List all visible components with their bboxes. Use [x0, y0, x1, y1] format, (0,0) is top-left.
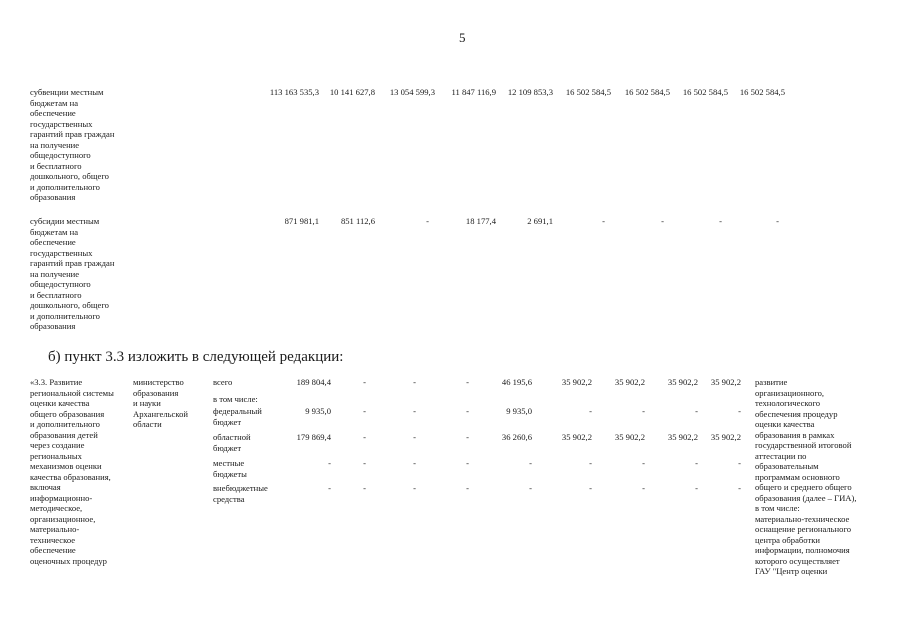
expected-result-line: в том числе:: [755, 503, 800, 513]
value-cell: 189 804,4: [296, 377, 331, 387]
executor-line: образования: [133, 387, 179, 398]
program-title-line: материально-: [30, 524, 80, 534]
expected-result-line: общего и среднего общего: [755, 482, 852, 492]
executor-line: министерство: [133, 377, 184, 387]
value-cell: 35 902,2: [667, 377, 698, 387]
value-cell: -: [661, 216, 664, 226]
value-cell: -: [413, 458, 416, 468]
program-title-line: оценки качества: [30, 398, 90, 408]
value-cell: 179 869,4: [296, 432, 331, 442]
program-title-line: образования детей: [30, 429, 98, 440]
program-title-line: региональной системы: [30, 387, 114, 398]
row-label-line: на получение: [30, 139, 80, 150]
expected-result-line: аттестации по: [755, 450, 807, 461]
program-title-line: информационно-: [30, 492, 93, 503]
value-cell: -: [589, 406, 592, 416]
program-title-line: организационное,: [30, 513, 96, 524]
program-title-line: общего образования: [30, 408, 105, 419]
value-cell: -: [413, 483, 416, 493]
source-label: [213, 458, 283, 479]
source-label-line: внебюджетные: [213, 483, 268, 493]
row-label-line: бюджетам на: [30, 226, 79, 237]
value-cell: -: [642, 458, 645, 468]
value-cell: -: [328, 458, 331, 468]
program-title-line: «3.3. Развитие: [30, 377, 83, 387]
program-title-line: региональных: [30, 450, 82, 461]
source-label-line: федеральный: [213, 406, 262, 416]
value-cell: 871 981,1: [284, 216, 319, 226]
value-cell: 46 195,6: [501, 377, 532, 387]
program-title-line: механизмов оценки: [30, 461, 102, 471]
row-label-line: и дополнительного: [30, 181, 100, 192]
value-cell: 35 902,2: [561, 432, 592, 442]
row-label: [30, 216, 140, 332]
expected-result-line: обеспечения процедур: [755, 408, 838, 419]
executor-line: области: [133, 419, 162, 429]
expected-result-line: которого осуществляет: [755, 555, 840, 566]
executor: [133, 377, 213, 430]
expected-result-line: государственной итоговой: [755, 440, 852, 450]
source-label: [213, 483, 283, 504]
value-cell: -: [466, 377, 469, 387]
expected-result-line: ГАУ "Центр оценки: [755, 566, 828, 576]
section-heading: б) пункт 3.3 изложить в следующей редакции:: [48, 349, 344, 365]
value-cell: 16 502 584,5: [739, 87, 785, 97]
value-cell: -: [589, 458, 592, 468]
row-label-line: общедоступного: [30, 150, 91, 160]
value-cell: 35 902,2: [710, 377, 741, 387]
value-cell: -: [363, 458, 366, 468]
source-label-line: бюджеты: [213, 468, 247, 479]
value-cell: -: [695, 406, 698, 416]
program-title-line: через создание: [30, 440, 85, 450]
program-title-line: качества образования,: [30, 471, 111, 482]
source-label: [213, 432, 283, 453]
value-cell: 851 112,6: [340, 216, 375, 226]
source-label-line: областной: [213, 432, 251, 442]
value-cell: -: [529, 458, 532, 468]
program-title-line: оценочных процедур: [30, 555, 107, 566]
value-cell: -: [466, 432, 469, 442]
program-title: [30, 377, 130, 566]
source-label-line: местные: [213, 458, 245, 468]
value-cell: 18 177,4: [465, 216, 496, 226]
value-cell: 13 054 599,3: [389, 87, 435, 97]
expected-result-line: информации, полномочия: [755, 545, 850, 555]
source-label-line: средства: [213, 493, 245, 504]
row-label-line: на получение: [30, 268, 80, 279]
row-label-line: и бесплатного: [30, 289, 82, 300]
value-cell: 16 502 584,5: [565, 87, 611, 97]
value-cell: -: [466, 483, 469, 493]
expected-result-line: оснащение регионального: [755, 524, 852, 534]
value-cell: 35 902,2: [710, 432, 741, 442]
source-label-line: всего: [213, 377, 233, 387]
value-cell: -: [328, 483, 331, 493]
value-cell: -: [719, 216, 722, 226]
executor-line: Архангельской: [133, 408, 188, 419]
expected-result-line: оценки качества: [755, 419, 815, 429]
value-cell: -: [466, 406, 469, 416]
value-cell: 9 935,0: [506, 406, 532, 416]
value-cell: 10 141 627,8: [329, 87, 375, 97]
value-cell: -: [738, 483, 741, 493]
value-cell: 36 260,6: [501, 432, 532, 442]
row-label: [30, 87, 140, 203]
expected-result-line: организационного,: [755, 387, 825, 398]
program-title-line: включая: [30, 482, 61, 492]
program-title-line: методическое,: [30, 503, 83, 513]
row-label-line: государственных: [30, 247, 93, 258]
value-cell: -: [738, 458, 741, 468]
value-cell: -: [776, 216, 779, 226]
row-label-line: дошкольного, общего: [30, 300, 109, 310]
row-label-line: государственных: [30, 118, 93, 129]
expected-result-line: образовательным: [755, 461, 819, 471]
expected-result-line: образования в рамках: [755, 429, 835, 440]
source-label: [213, 394, 283, 405]
value-cell: -: [413, 432, 416, 442]
expected-result-line: образования (далее – ГИА),: [755, 492, 857, 503]
row-label-line: обеспечение: [30, 237, 76, 247]
source-label-line: в том числе:: [213, 394, 258, 404]
program-title-line: и дополнительного: [30, 419, 100, 429]
row-label-line: субсидии местным: [30, 216, 100, 226]
row-label-line: обеспечение: [30, 108, 76, 118]
value-cell: -: [413, 377, 416, 387]
value-cell: -: [738, 406, 741, 416]
value-cell: -: [363, 483, 366, 493]
value-cell: 16 502 584,5: [624, 87, 670, 97]
value-cell: -: [695, 458, 698, 468]
value-cell: -: [602, 216, 605, 226]
value-cell: 35 902,2: [614, 432, 645, 442]
row-label-line: дошкольного, общего: [30, 171, 109, 181]
value-cell: -: [413, 406, 416, 416]
value-cell: -: [529, 483, 532, 493]
expected-result-line: центра обработки: [755, 534, 820, 545]
program-title-line: обеспечение: [30, 545, 76, 555]
value-cell: -: [695, 483, 698, 493]
executor-line: и науки: [133, 398, 161, 408]
expected-result-line: развитие: [755, 377, 788, 387]
value-cell: -: [589, 483, 592, 493]
row-label-line: и бесплатного: [30, 160, 82, 171]
expected-result-line: материально-техническое: [755, 513, 850, 524]
value-cell: 16 502 584,5: [682, 87, 728, 97]
value-cell: 11 847 116,9: [451, 87, 496, 97]
row-label-line: общедоступного: [30, 279, 91, 289]
source-label-line: бюджет: [213, 416, 242, 427]
row-label-line: и дополнительного: [30, 310, 100, 321]
value-cell: -: [426, 216, 429, 226]
value-cell: 35 902,2: [667, 432, 698, 442]
row-label-line: образования: [30, 192, 76, 202]
source-label: [213, 406, 283, 427]
source-label: [213, 377, 283, 388]
value-cell: 35 902,2: [561, 377, 592, 387]
source-label-line: бюджет: [213, 442, 242, 453]
page-number: 5: [459, 30, 466, 45]
value-cell: -: [642, 483, 645, 493]
value-cell: -: [466, 458, 469, 468]
value-cell: 35 902,2: [614, 377, 645, 387]
value-cell: -: [363, 377, 366, 387]
value-cell: -: [642, 406, 645, 416]
value-cell: -: [363, 406, 366, 416]
row-label-line: гарантий прав граждан: [30, 258, 115, 268]
value-cell: 2 691,1: [527, 216, 553, 226]
value-cell: 12 109 853,3: [507, 87, 553, 97]
program-title-line: техническое: [30, 534, 76, 545]
value-cell: -: [363, 432, 366, 442]
row-label-line: субвенции местным: [30, 87, 104, 97]
expected-result-line: технологического: [755, 398, 821, 408]
expected-result-line: программам основного: [755, 471, 840, 482]
expected-result: [755, 377, 875, 577]
row-label-line: образования: [30, 321, 76, 331]
value-cell: 9 935,0: [305, 406, 331, 416]
row-label-line: гарантий прав граждан: [30, 129, 115, 139]
row-label-line: бюджетам на: [30, 97, 79, 108]
value-cell: 113 163 535,3: [269, 87, 319, 97]
